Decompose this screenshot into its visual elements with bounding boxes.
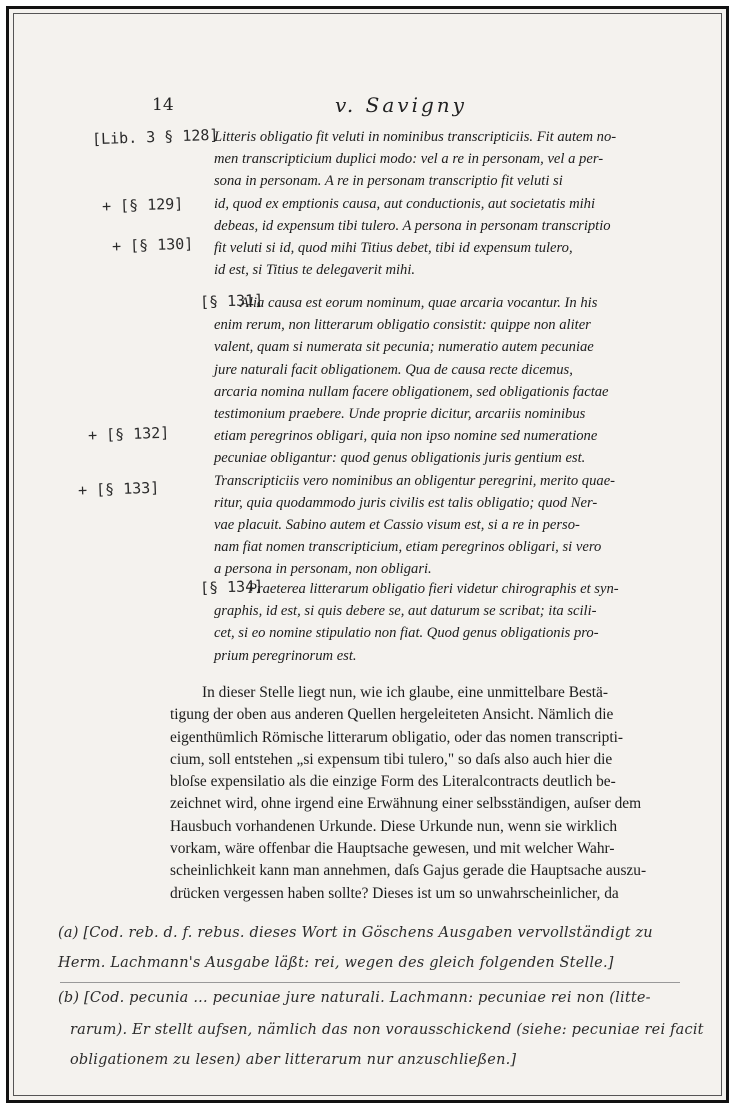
latin-line: id, quod ex emptionis causa, aut conductionis, aut societatis mihi: [214, 195, 596, 212]
page-number: 14: [152, 95, 174, 115]
latin-paragraph-2: [214, 292, 624, 581]
german-line: drücken vergessen haben sollte? Dieses ist um so unwahrscheinlicher, da: [170, 884, 619, 902]
latin-line: graphis, id est, si quis debere se, aut daturum se scribat; ita scili-: [214, 603, 597, 620]
german-line: cium, soll entstehen „si expensum tibi tulero," so daſs also auch hier die: [170, 750, 613, 768]
latin-line: Praeterea litterarum obligatio fieri videtur chirographis et syn-: [248, 581, 619, 597]
german-line: zeichnet wird, ohne irgend eine Erwähnung einer selbsständigen, auſser dem: [170, 795, 642, 813]
latin-line: men transcripticium duplici modo: vel a re in personam, vel a per-: [214, 151, 604, 168]
footnote-underline: [60, 982, 680, 983]
german-paragraph: [170, 682, 647, 905]
latin-line: pecuniae obligantur: quod genus obligationis juris gentium est.: [214, 450, 586, 467]
german-line: tigung der oben aus anderen Quellen hergeleiteten Ansicht. Nämlich die: [170, 706, 614, 724]
latin-line: Litteris obligatio fit veluti in nominibus transcripticiis. Fit autem no-: [214, 129, 617, 145]
german-line: scheinlichkeit kann man annehmen, daſs Gajus gerade die Hauptsache auszu-: [170, 862, 647, 880]
latin-line: a persona in personam, non obligari.: [214, 561, 432, 578]
latin-line: Transcripticiis vero nominibus an obligentur peregrini, merito quae-: [214, 472, 616, 489]
german-line: bloſse expensilatio als die einzige Form des Literalcontracts deutlich be-: [170, 773, 616, 791]
latin-line: enim rerum, non litterarum obligatio consistit: quippe non aliter: [214, 317, 591, 334]
latin-line: nam fiat nomen transcripticium, etiam peregrinos obligari, si vero: [214, 539, 602, 556]
latin-line: prium peregrinorum est.: [214, 647, 357, 664]
latin-line: debeas, id expensum tibi tulero. A persona in personam transcriptio: [214, 217, 611, 234]
german-line: Hausbuch vorhandenen Urkunde. Diese Urkunde nun, wenn sie wirklich: [170, 817, 618, 835]
latin-line: etiam peregrinos obligari, quia non ipso nomine sed numeratione: [214, 428, 598, 445]
handwritten-footnote-b-line-3: obligationem zu lesen) aber litterarum nur anzuschließen.]: [70, 1052, 517, 1068]
margin-note-129: + [§ 129]: [101, 194, 184, 216]
latin-line: testimonium praebere. Unde proprie dicitur, arcariis nominibus: [214, 406, 586, 423]
latin-line: cet, si eo nomine stipulatio non fiat. Quod genus obligationis pro-: [214, 625, 599, 642]
margin-note-133: + [§ 133]: [77, 478, 160, 500]
margin-note-134: [§ 134]: [199, 576, 264, 598]
margin-note-128: [Lib. 3 § 128]: [91, 125, 219, 149]
handwritten-footnote-b-line-1: (b) [Cod. pecunia ... pecuniae jure naturali. Lachmann: pecuniae rei non (litte-: [58, 990, 651, 1006]
margin-note-131: [§ 131]: [199, 290, 264, 312]
latin-paragraph-1: [214, 126, 624, 281]
german-line: eigenthümlich Römische litterarum obligatio, oder das nomen transcripti-: [170, 728, 624, 746]
german-line: vorkam, wäre offenbar die Hauptsache gewesen, und mit welcher Wahr-: [170, 840, 615, 858]
margin-note-130: + [§ 130]: [111, 234, 194, 256]
latin-line: jure naturali facit obligationem. Qua de causa recte dicemus,: [214, 361, 573, 378]
german-line: In dieser Stelle liegt nun, wie ich glaube, eine unmittelbare Bestä-: [202, 684, 609, 701]
margin-note-132: + [§ 132]: [87, 423, 170, 445]
handwritten-footnote-b-line-2: rarum). Er stellt aufsen, nämlich das non vorausschickend (siehe: pecuniae rei facit: [70, 1022, 704, 1038]
handwritten-footnote-a: (a) [Cod. reb. d. f. rebus. dieses Wort in Göschens Ausgaben vervollständigt zu Herm. Lachmann's Ausgabe läßt: rei, wegen des gleich folgenden Stelle.]: [58, 925, 653, 971]
running-title: v. Savigny: [335, 93, 467, 117]
latin-line: ritur, quia quodammodo juris civilis est talis obligatio; quod Ner-: [214, 494, 598, 511]
latin-line: id est, si Titius te delegaverit mihi.: [214, 262, 416, 279]
latin-line: vae placuit. Sabino autem et Cassio visum est, si a re in perso-: [214, 517, 580, 534]
latin-line: sona in personam. A re in personam transcriptio fit veluti si: [214, 173, 563, 190]
latin-line: fit veluti si id, quod mihi Titius debet, tibi id expensum tulero,: [214, 240, 573, 257]
latin-line: Alia causa est eorum nominum, quae arcaria vocantur. In his: [240, 295, 598, 311]
latin-paragraph-3: [214, 578, 624, 667]
latin-line: arcaria nomina nullam facere obligationem, sed obligationis factae: [214, 383, 609, 400]
latin-line: valent, quam si numerata sit pecunia; numeratio autem pecuniae: [214, 339, 594, 356]
